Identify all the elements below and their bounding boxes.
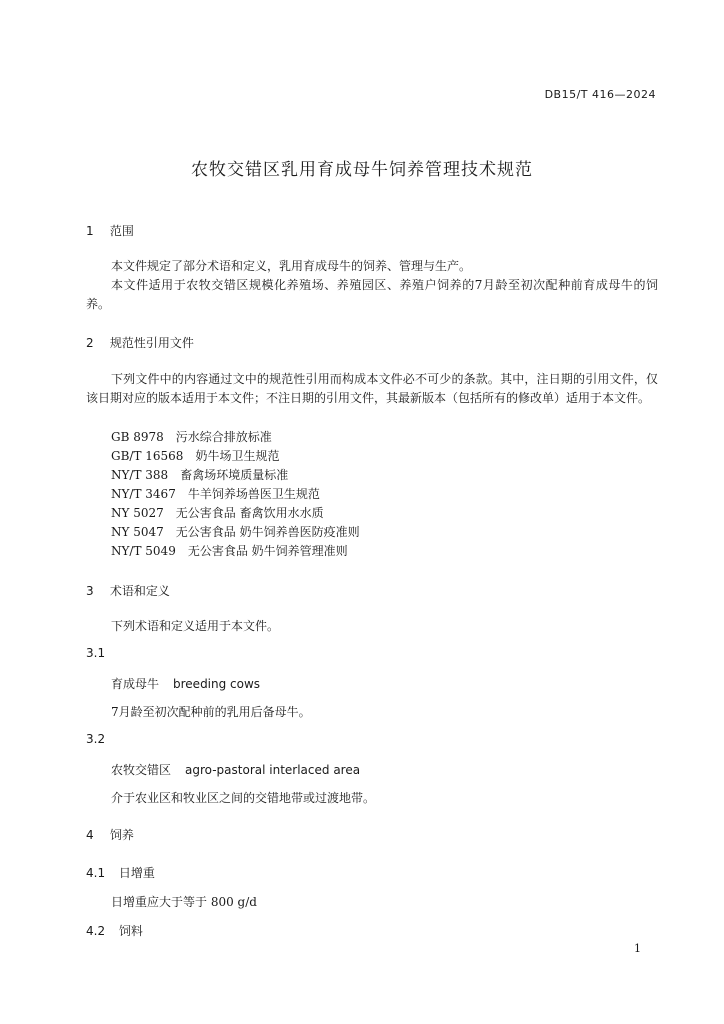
section-3-intro: 下列术语和定义适用于本文件。 <box>111 619 280 633</box>
section-2-intro: 下列文件中的内容通过文中的规范性引用而构成本文件必不可少的条款。其中，注日期的引用文件，仅该日期对应的版本适用于本文件；不注日期的引用文件，其最新版本（包括所有的修改单）适用于本文件。 <box>86 372 658 405</box>
section-2-heading <box>86 334 194 351</box>
section-1-title: 范围 <box>109 224 134 238</box>
subsection-4-2-number: 4.2 <box>86 924 106 938</box>
section-3-heading <box>86 582 170 599</box>
term-3-1 <box>111 675 260 692</box>
subsection-4-1-heading <box>86 864 155 881</box>
term-3-2-number: 3.2 <box>86 732 106 746</box>
section-1-number: 1 <box>86 224 94 238</box>
term-3-1-en: breeding cows <box>173 677 261 691</box>
subsection-4-1-text: 日增重应大于等于 800 g/d <box>111 895 257 909</box>
section-1-para-1: 本文件规定了部分术语和定义，乳用育成母牛的饲养、管理与生产。 <box>111 259 472 273</box>
page-number: 1 <box>634 942 641 955</box>
section-4-number: 4 <box>86 828 94 842</box>
subsection-4-2-title: 饲料 <box>118 924 143 938</box>
reference-item: NY/T 5049 无公害食品 奶牛饲养管理准则 <box>111 544 348 558</box>
document-title: 农牧交错区乳用育成母牛饲养管理技术规范 <box>191 160 533 180</box>
term-3-1-zh: 育成母牛 <box>111 677 160 691</box>
reference-item: GB 8978 污水综合排放标准 <box>111 430 272 444</box>
section-1-heading <box>86 222 134 239</box>
term-3-1-definition: 7月龄至初次配种前的乳用后备母牛。 <box>111 705 311 719</box>
subsection-4-2-heading <box>86 922 143 939</box>
section-4-title: 饲养 <box>109 828 134 842</box>
section-3-title: 术语和定义 <box>109 584 170 598</box>
term-3-2-definition: 介于农业区和牧业区之间的交错地带或过渡地带。 <box>111 791 376 805</box>
subsection-4-1-number: 4.1 <box>86 866 106 880</box>
section-3-number: 3 <box>86 584 94 598</box>
reference-item: GB/T 16568 奶牛场卫生规范 <box>111 449 280 463</box>
term-3-2 <box>111 761 360 778</box>
section-1-para-2: 本文件适用于农牧交错区规模化养殖场、养殖园区、养殖户饲养的7月龄至初次配种前育成母牛的饲养。 <box>86 278 658 311</box>
reference-item: NY/T 3467 牛羊饲养场兽医卫生规范 <box>111 487 320 501</box>
term-3-1-number: 3.1 <box>86 646 106 660</box>
term-3-2-zh: 农牧交错区 <box>111 763 172 777</box>
term-3-2-en: agro-pastoral interlaced area <box>185 763 361 777</box>
reference-item: NY/T 388 畜禽场环境质量标准 <box>111 468 289 482</box>
document-code: DB15/T 416—2024 <box>544 88 656 101</box>
section-2-title: 规范性引用文件 <box>109 336 194 350</box>
subsection-4-1-title: 日增重 <box>118 866 155 880</box>
reference-item: NY 5027 无公害食品 畜禽饮用水水质 <box>111 506 324 520</box>
section-4-heading <box>86 826 134 843</box>
reference-item: NY 5047 无公害食品 奶牛饲养兽医防疫准则 <box>111 525 360 539</box>
section-2-number: 2 <box>86 336 94 350</box>
